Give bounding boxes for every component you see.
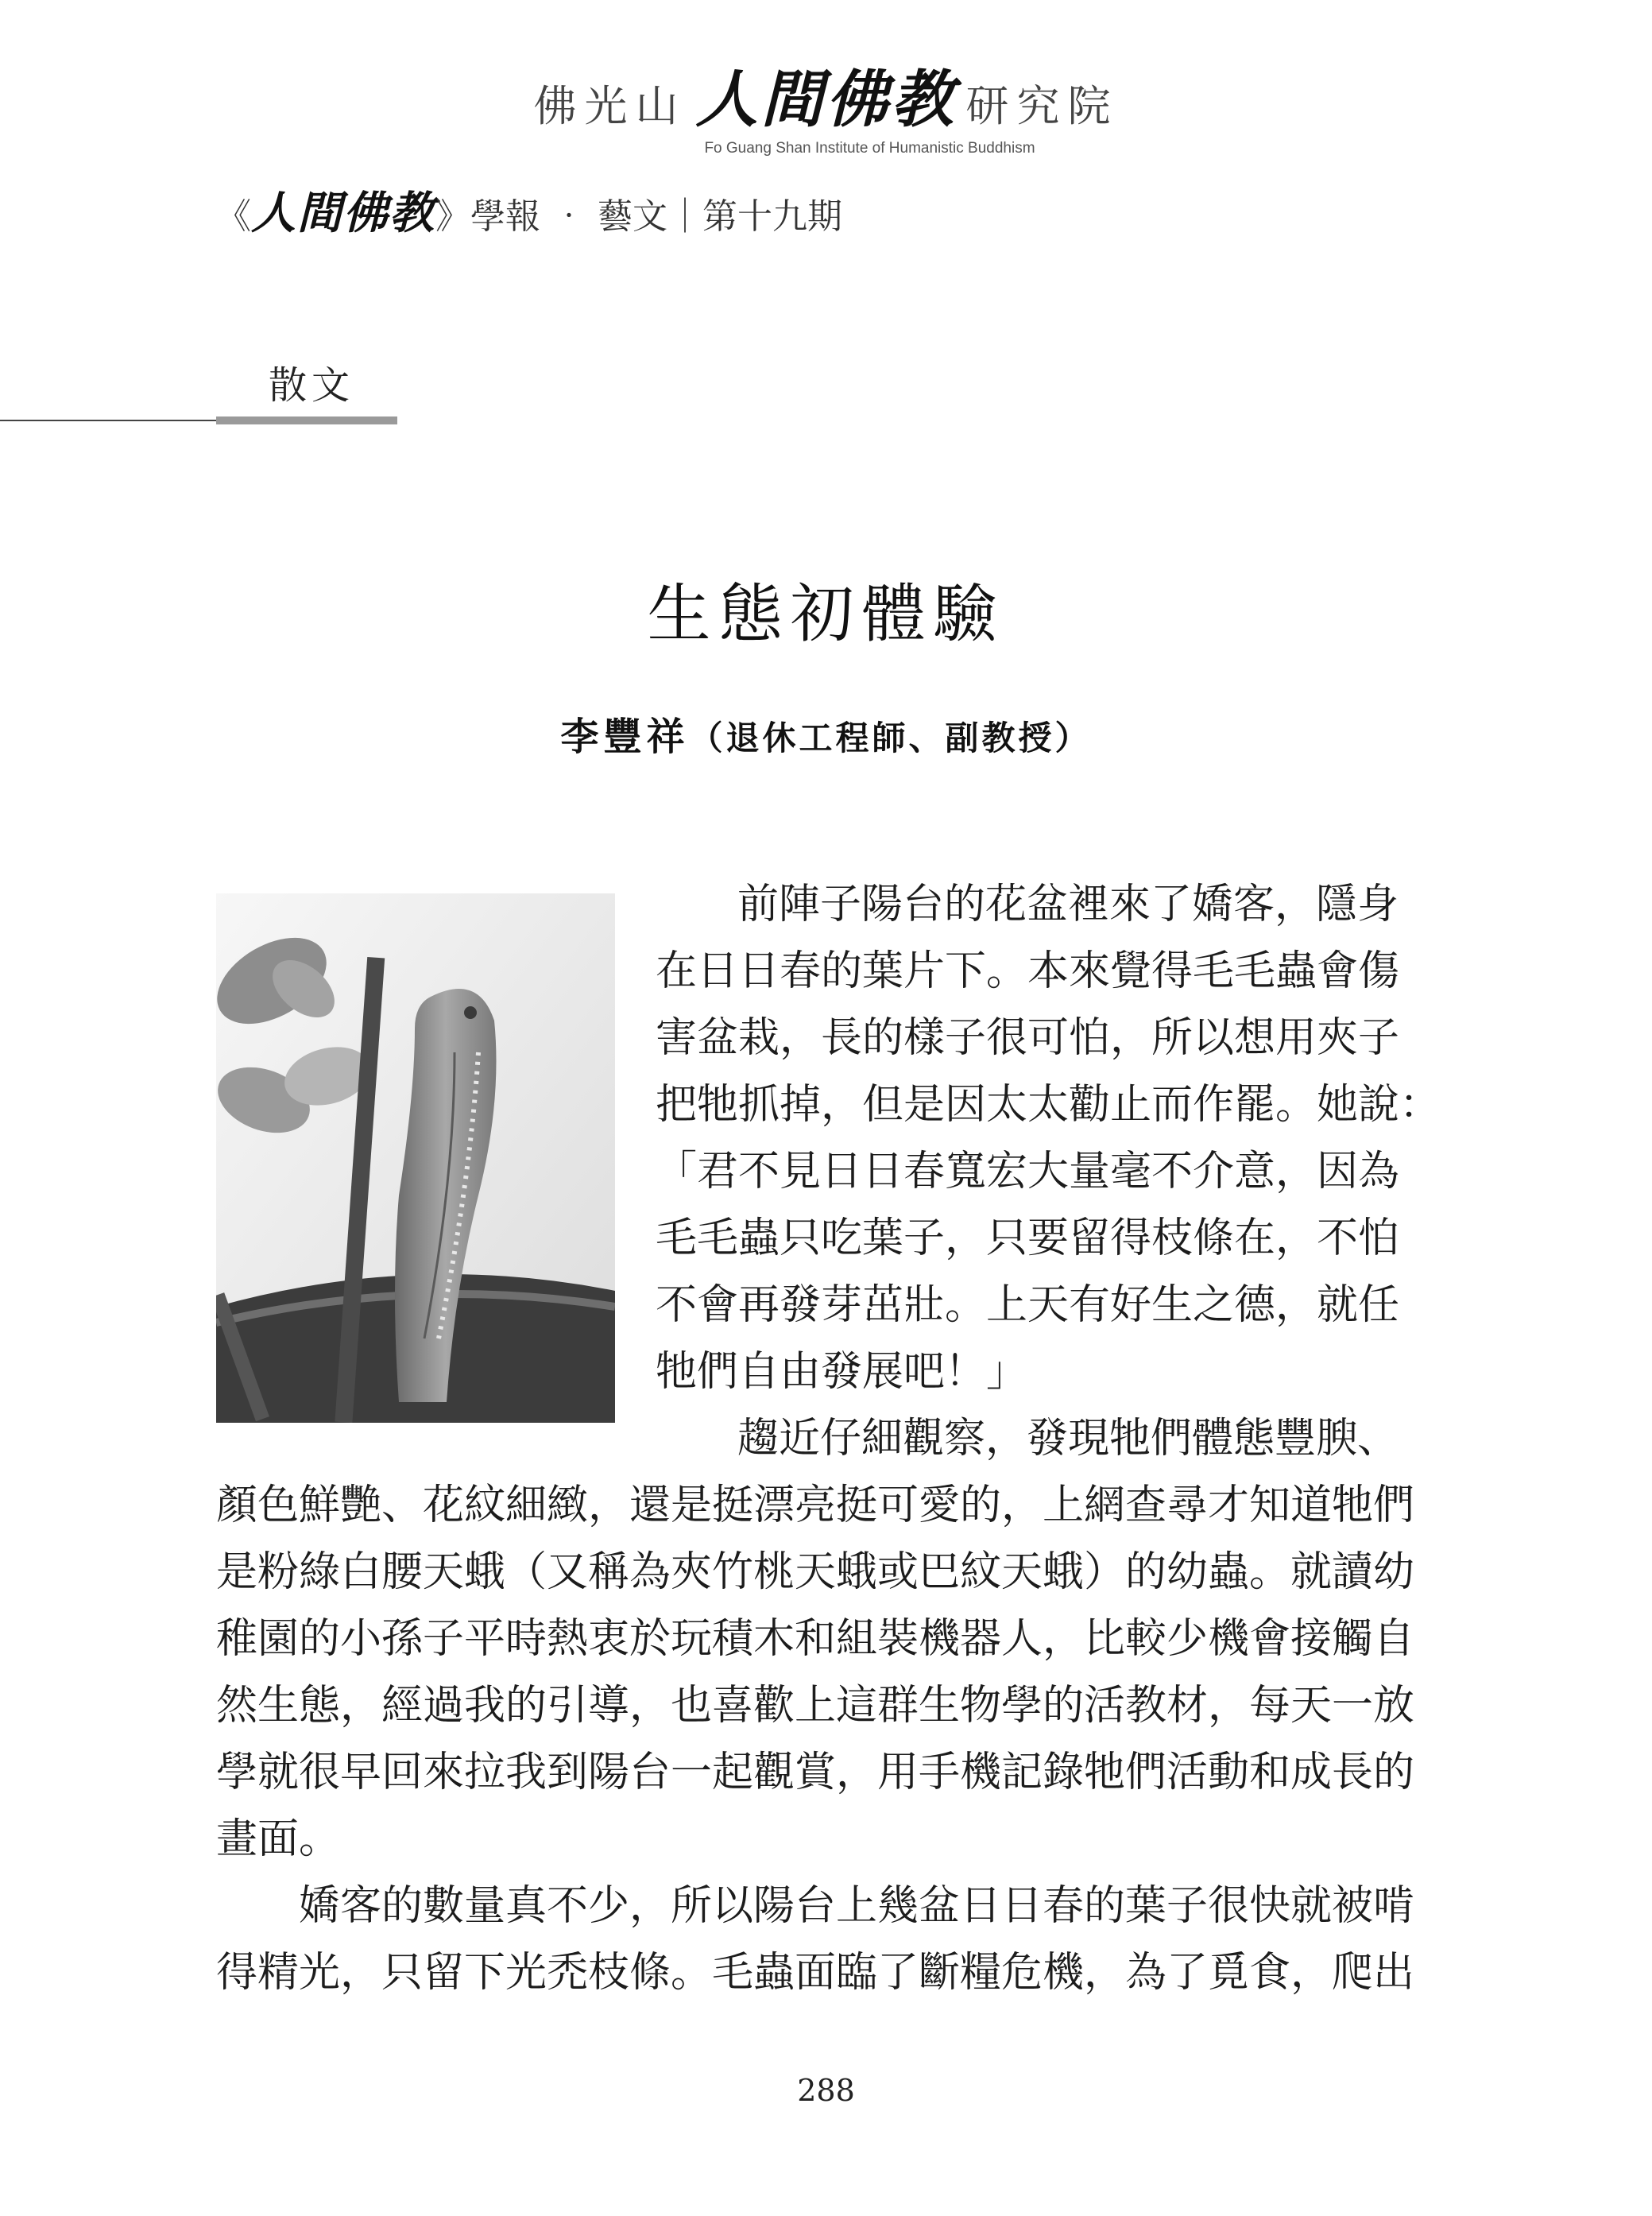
body-line: 毛毛蟲只吃葉子，只要留得枝條在，不怕 — [656, 1215, 1400, 1262]
body-line: 「君不見日日春寬宏大量毫不介意，因為 — [656, 1148, 1400, 1195]
institute-calligraphy-logo: 人間佛教 — [695, 64, 957, 136]
caterpillar-illustration — [216, 893, 615, 1423]
body-line: 害盆栽，長的樣子很可怕，所以想用夾子 — [656, 1014, 1400, 1062]
author-affiliation: （退休工程師、副教授） — [689, 719, 1092, 757]
body-line: 嬌客的數量真不少，所以陽台上幾盆日日春的葉子很快就被啃 — [299, 1882, 1415, 1930]
institute-name — [0, 64, 1652, 136]
journal-issue-text: 》學報 ‧ 藝文｜第十九期 — [435, 196, 842, 237]
journal-open-bracket: 《 — [216, 196, 251, 237]
page-number: 288 — [797, 2073, 855, 2108]
body-line: 不會再發芽茁壯。上天有好生之德，就任 — [656, 1281, 1400, 1329]
institute-prefix: 佛光山 — [533, 81, 687, 131]
body-line: 前陣子陽台的花盆裡來了嬌客，隱身 — [737, 881, 1399, 928]
institute-english-name: Fo Guang Shan Institute of Humanistic Buddhism — [704, 140, 1035, 157]
journal-running-header — [216, 189, 842, 241]
body-line: 學就很早回來拉我到陽台一起觀賞，用手機記錄牠們活動和成長的 — [216, 1749, 1415, 1796]
body-line: 稚園的小孫子平時熱衷於玩積木和組裝機器人，比較少機會接觸自 — [216, 1615, 1415, 1663]
institute-header — [0, 64, 1652, 157]
body-line: 是粉綠白腰天蛾（又稱為夾竹桃天蛾或巴紋天蛾）的幼蟲。就讀幼 — [216, 1548, 1415, 1596]
body-line: 然生態，經過我的引導，也喜歡上這群生物學的活教材，每天一放 — [216, 1682, 1415, 1730]
article-title: 生態初體驗 — [647, 577, 1005, 651]
institute-suffix: 研究院 — [965, 81, 1119, 131]
body-line: 牠們自由發展吧！」 — [656, 1348, 1028, 1396]
author-name: 李豐祥 — [560, 715, 690, 759]
section-label: 散文 — [269, 363, 355, 408]
body-line: 趨近仔細觀察，發現牠們體態豐腴、 — [737, 1415, 1399, 1462]
body-line: 畫面。 — [216, 1815, 341, 1863]
body-line: 在日日春的葉片下。本來覺得毛毛蟲會傷 — [656, 947, 1400, 995]
body-line: 顏色鮮艷、花紋細緻，還是挺漂亮挺可愛的，上網查尋才知道牠們 — [216, 1482, 1415, 1529]
caterpillar-photo — [216, 893, 615, 1423]
section-rule-accent — [216, 416, 397, 424]
journal-calligraphy-logo: 人間佛教 — [251, 187, 435, 239]
body-line: 把牠抓掉，但是因太太勸止而作罷。她說： — [656, 1081, 1441, 1129]
body-line: 得精光，只留下光禿枝條。毛蟲面臨了斷糧危機，為了覓食，爬出 — [216, 1949, 1415, 1997]
article-author — [0, 706, 1652, 761]
